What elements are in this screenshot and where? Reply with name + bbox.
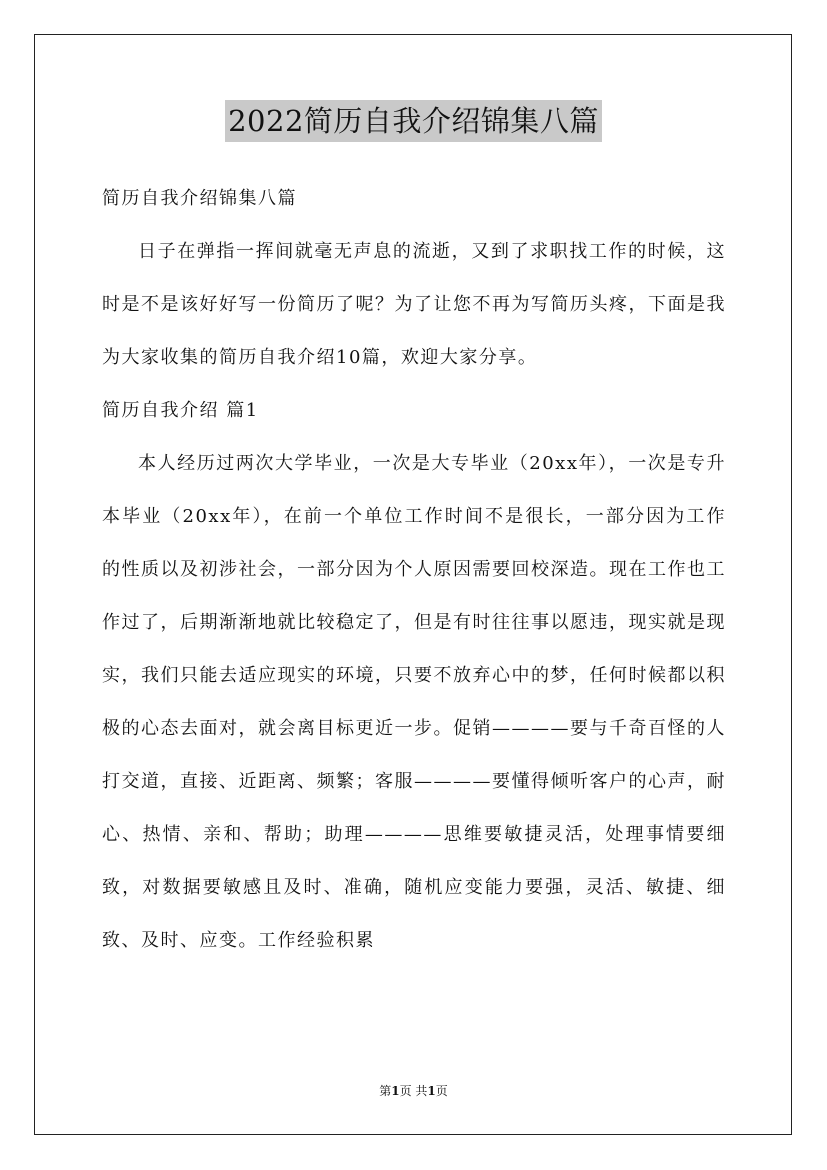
document-body <box>102 172 726 967</box>
footer-page-mid: 页 共 <box>399 1084 428 1098</box>
footer-page-total: 1 <box>427 1084 436 1098</box>
title-container <box>0 100 827 142</box>
page-footer <box>0 1083 827 1099</box>
footer-page-suffix: 页 <box>435 1084 448 1098</box>
document-title: 2022简历自我介绍锦集八篇 <box>225 100 602 142</box>
footer-page-prefix: 第 <box>379 1084 392 1098</box>
footer-page-current: 1 <box>391 1084 400 1098</box>
section-paragraph: 本人经历过两次大学毕业，一次是大专毕业（20xx年），一次是专升本毕业（20xx年），在前一个单位工作时间不是很长，一部分因为工作的性质以及初涉社会，一部分因为个人原因需要回校深造。现在工作也工作过了，后期渐渐地就比较稳定了，但是有时往往事以愿违，现实就是现实，我们只能去适应现实的环境，只要不放弃心中的梦，任何时候都以积极的心态去面对，就会离目标更近一步。促销————要与千奇百怪的人打交道，直接、近距离、频繁；客服————要懂得倾听客户的心声，耐心、热情、亲和、帮助；助理————思维要敏捷灵活，处理事情要细致，对数据要敏感且及时、准确，随机应变能力要强，灵活、敏捷、细致、及时、应变。工作经验积累 <box>102 453 726 951</box>
subtitle: 简历自我介绍锦集八篇 <box>102 188 297 209</box>
intro-paragraph: 日子在弹指一挥间就毫无声息的流逝，又到了求职找工作的时候，这时是不是该好好写一份简历了呢？为了让您不再为写简历头疼，下面是我为大家收集的简历自我介绍10篇，欢迎大家分享。 <box>102 241 726 368</box>
section-heading: 简历自我介绍 篇1 <box>102 400 259 421</box>
